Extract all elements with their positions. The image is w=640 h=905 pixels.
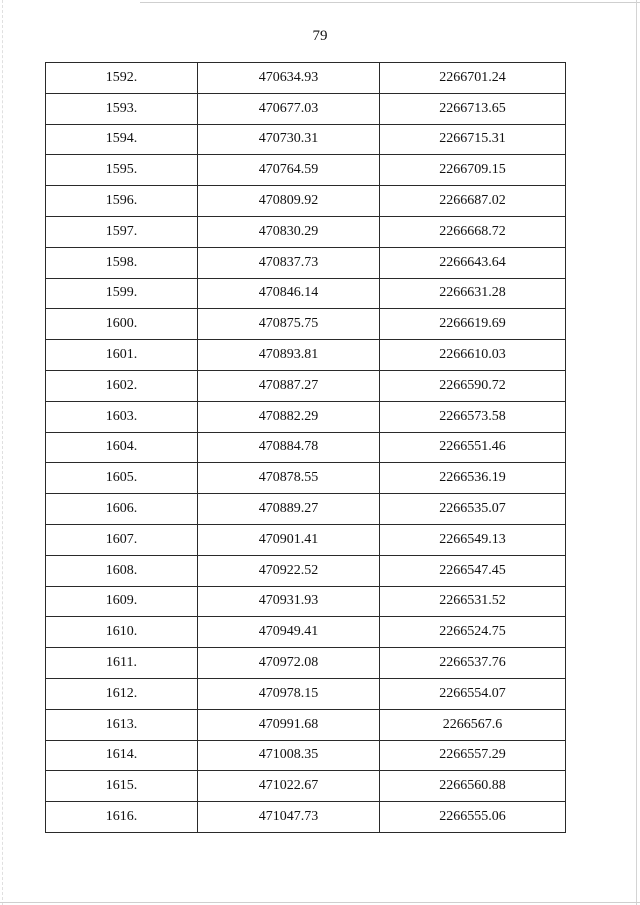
point-number-cell: 1614. xyxy=(46,740,198,771)
point-number-cell: 1594. xyxy=(46,124,198,155)
x-coordinate-cell: 470931.93 xyxy=(198,586,380,617)
y-coordinate-cell: 2266709.15 xyxy=(380,155,566,186)
x-coordinate-cell: 470893.81 xyxy=(198,340,380,371)
y-coordinate-cell: 2266524.75 xyxy=(380,617,566,648)
y-coordinate-cell: 2266555.06 xyxy=(380,802,566,833)
point-number-cell: 1596. xyxy=(46,186,198,217)
table-row xyxy=(46,678,566,709)
y-coordinate-cell: 2266560.88 xyxy=(380,771,566,802)
table-row xyxy=(46,617,566,648)
table-row xyxy=(46,278,566,309)
y-coordinate-cell: 2266643.64 xyxy=(380,247,566,278)
table-row xyxy=(46,124,566,155)
y-coordinate-cell: 2266537.76 xyxy=(380,648,566,679)
table-row xyxy=(46,401,566,432)
x-coordinate-cell: 470730.31 xyxy=(198,124,380,155)
x-coordinate-cell: 470882.29 xyxy=(198,401,380,432)
x-coordinate-cell: 470677.03 xyxy=(198,93,380,124)
table-row xyxy=(46,586,566,617)
y-coordinate-cell: 2266531.52 xyxy=(380,586,566,617)
scan-edge-left xyxy=(2,0,3,905)
point-number-cell: 1609. xyxy=(46,586,198,617)
point-number-cell: 1601. xyxy=(46,340,198,371)
point-number-cell: 1595. xyxy=(46,155,198,186)
point-number-cell: 1610. xyxy=(46,617,198,648)
point-number-cell: 1608. xyxy=(46,555,198,586)
point-number-cell: 1605. xyxy=(46,463,198,494)
y-coordinate-cell: 2266567.6 xyxy=(380,709,566,740)
point-number-cell: 1598. xyxy=(46,247,198,278)
table-row xyxy=(46,93,566,124)
scan-edge-bottom xyxy=(0,902,640,903)
coordinates-table-body xyxy=(46,63,566,833)
point-number-cell: 1592. xyxy=(46,63,198,94)
table-row xyxy=(46,463,566,494)
x-coordinate-cell: 471022.67 xyxy=(198,771,380,802)
x-coordinate-cell: 470875.75 xyxy=(198,309,380,340)
table-row xyxy=(46,802,566,833)
point-number-cell: 1600. xyxy=(46,309,198,340)
x-coordinate-cell: 470901.41 xyxy=(198,524,380,555)
table-row xyxy=(46,340,566,371)
point-number-cell: 1615. xyxy=(46,771,198,802)
x-coordinate-cell: 470991.68 xyxy=(198,709,380,740)
table-row xyxy=(46,216,566,247)
x-coordinate-cell: 470887.27 xyxy=(198,370,380,401)
point-number-cell: 1611. xyxy=(46,648,198,679)
y-coordinate-cell: 2266535.07 xyxy=(380,494,566,525)
y-coordinate-cell: 2266536.19 xyxy=(380,463,566,494)
point-number-cell: 1599. xyxy=(46,278,198,309)
x-coordinate-cell: 470889.27 xyxy=(198,494,380,525)
point-number-cell: 1606. xyxy=(46,494,198,525)
point-number-cell: 1612. xyxy=(46,678,198,709)
page-number: 79 xyxy=(312,28,328,44)
y-coordinate-cell: 2266590.72 xyxy=(380,370,566,401)
y-coordinate-cell: 2266557.29 xyxy=(380,740,566,771)
table-row xyxy=(46,309,566,340)
point-number-cell: 1593. xyxy=(46,93,198,124)
y-coordinate-cell: 2266610.03 xyxy=(380,340,566,371)
point-number-cell: 1613. xyxy=(46,709,198,740)
point-number-cell: 1597. xyxy=(46,216,198,247)
point-number-cell: 1607. xyxy=(46,524,198,555)
y-coordinate-cell: 2266573.58 xyxy=(380,401,566,432)
y-coordinate-cell: 2266715.31 xyxy=(380,124,566,155)
coordinates-table xyxy=(45,62,566,833)
x-coordinate-cell: 470878.55 xyxy=(198,463,380,494)
table-row xyxy=(46,432,566,463)
x-coordinate-cell: 470764.59 xyxy=(198,155,380,186)
y-coordinate-cell: 2266619.69 xyxy=(380,309,566,340)
y-coordinate-cell: 2266668.72 xyxy=(380,216,566,247)
y-coordinate-cell: 2266554.07 xyxy=(380,678,566,709)
table-row xyxy=(46,186,566,217)
x-coordinate-cell: 470922.52 xyxy=(198,555,380,586)
table-row xyxy=(46,740,566,771)
x-coordinate-cell: 471047.73 xyxy=(198,802,380,833)
x-coordinate-cell: 470884.78 xyxy=(198,432,380,463)
x-coordinate-cell: 470978.15 xyxy=(198,678,380,709)
table-row xyxy=(46,247,566,278)
table-row xyxy=(46,63,566,94)
table-row xyxy=(46,524,566,555)
table-row xyxy=(46,709,566,740)
table-row xyxy=(46,771,566,802)
y-coordinate-cell: 2266713.65 xyxy=(380,93,566,124)
scan-edge-right xyxy=(636,0,637,905)
y-coordinate-cell: 2266551.46 xyxy=(380,432,566,463)
y-coordinate-cell: 2266547.45 xyxy=(380,555,566,586)
y-coordinate-cell: 2266631.28 xyxy=(380,278,566,309)
point-number-cell: 1604. xyxy=(46,432,198,463)
table-row xyxy=(46,648,566,679)
point-number-cell: 1616. xyxy=(46,802,198,833)
x-coordinate-cell: 470837.73 xyxy=(198,247,380,278)
x-coordinate-cell: 471008.35 xyxy=(198,740,380,771)
x-coordinate-cell: 470972.08 xyxy=(198,648,380,679)
x-coordinate-cell: 470830.29 xyxy=(198,216,380,247)
y-coordinate-cell: 2266701.24 xyxy=(380,63,566,94)
x-coordinate-cell: 470846.14 xyxy=(198,278,380,309)
point-number-cell: 1603. xyxy=(46,401,198,432)
y-coordinate-cell: 2266549.13 xyxy=(380,524,566,555)
x-coordinate-cell: 470809.92 xyxy=(198,186,380,217)
y-coordinate-cell: 2266687.02 xyxy=(380,186,566,217)
table-row xyxy=(46,155,566,186)
x-coordinate-cell: 470634.93 xyxy=(198,63,380,94)
point-number-cell: 1602. xyxy=(46,370,198,401)
scan-edge-top xyxy=(140,2,640,3)
table-row xyxy=(46,494,566,525)
table-row xyxy=(46,370,566,401)
x-coordinate-cell: 470949.41 xyxy=(198,617,380,648)
table-row xyxy=(46,555,566,586)
